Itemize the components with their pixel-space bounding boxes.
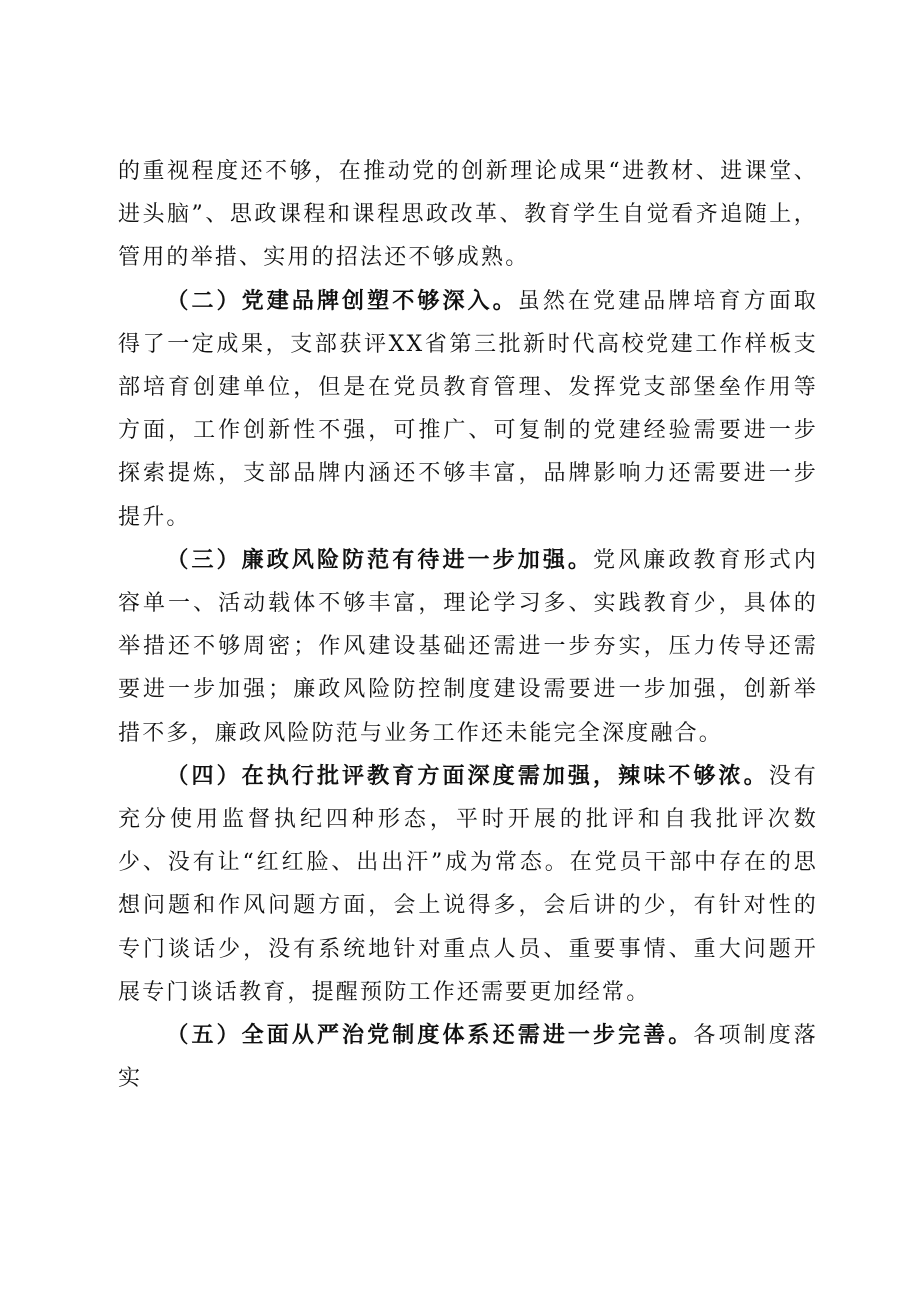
paragraph-continuation [118,150,818,280]
paragraph-text: 的重视程度还不够，在推动党的创新理论成果“进教材、进课堂、进头脑”、思政课程和课程思政改革、教育学生自觉看齐追随上，管用的举措、实用的招法还不够成熟。 [118,159,818,271]
section-heading: （四）在执行批评教育方面深度需加强，辣味不够浓。 [166,763,769,789]
paragraph-party-brand [118,280,818,539]
paragraph-text: 各项制度落实 [118,1023,818,1092]
paragraph-text: 党风廉政教育形式内容单一、活动载体不够丰富，理论学习多、实践教育少，具体的举措还不够周密；作风建设基础还需进一步夯实，压力传导还需要进一步加强；廉政风险防控制度建设需要进一步加强，创新举措不多，廉政风险防范与业务工作还未能完全深度融合。 [118,547,818,746]
paragraph-criticism-education [118,755,818,1014]
paragraph-text: 虽然在党建品牌培育方面取得了一定成果，支部获评XX省第三批新时代高校党建工作样板支部培育创建单位，但是在党员教育管理、发挥党支部堡垒作用等方面，工作创新性不强，可推广、可复制的党建经验需要进一步探索提炼，支部品牌内涵还不够丰富，品牌影响力还需要进一步提升。 [118,288,818,530]
section-heading: （三）廉政风险防范有待进一步加强。 [166,547,594,573]
paragraph-text: 没有充分使用监督执纪四种形态，平时开展的批评和自我批评次数少、没有让“红红脸、出出汗”成为常态。在党员干部中存在的思想问题和作风问题方面，会上说得多，会后讲的少，有针对性的专门谈话少，没有系统地针对重点人员、重要事情、重大问题开展专门谈话教育，提醒预防工作还需要更加经常。 [118,763,818,1005]
paragraph-strict-governance [118,1014,818,1100]
section-heading: （二）党建品牌创塑不够深入。 [166,288,518,314]
document-body [118,150,818,1100]
paragraph-integrity-risk [118,539,818,755]
section-heading: （五）全面从严治党制度体系还需进一步完善。 [166,1023,694,1049]
